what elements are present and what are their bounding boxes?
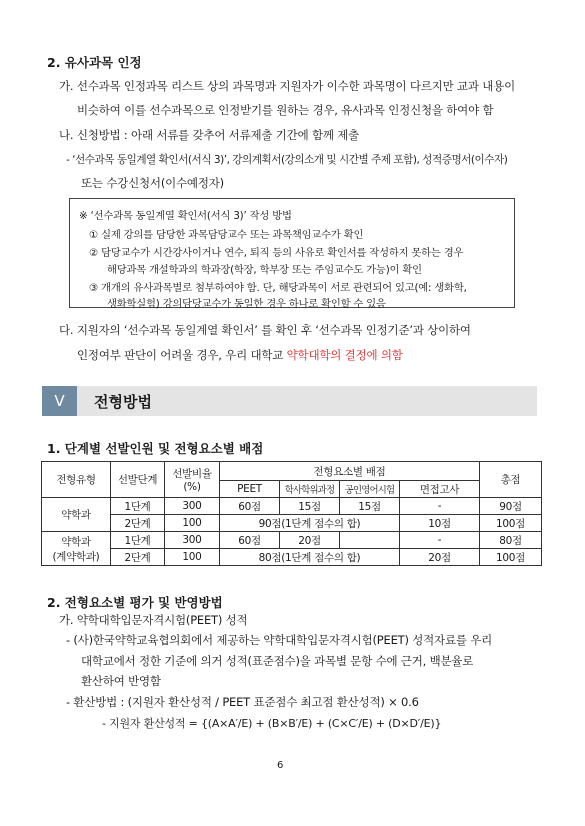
cell-type-line2: (계약학과) [52,550,100,563]
paragraph-da-line2 [77,347,403,363]
cell-interview: 10점 [400,515,480,532]
paragraph-na: 나. 신청방법 : 아래 서류를 갖추어 서류제출 기간에 함께 제출 [59,128,360,142]
note-box [69,198,515,308]
cell-type: 약학과 [42,498,111,532]
header-peet: PEET [220,481,280,498]
note-item-3: ③ 개개의 유사과목별로 첨부하여야 함. 단, 해당과목이 서로 관련되어 있고(예: 생화학, [89,282,467,294]
cell-ratio: 300 [165,532,220,549]
note-item-1: ① 실제 강의를 담당한 과목담당교수 또는 과목책임교수가 확인 [89,229,364,241]
section-heading-similar-course: 2. 유사과목 인정 [47,55,142,70]
cell-interview: - [400,498,480,515]
table-row [42,532,542,549]
allocation-table [41,461,542,566]
cell-peet: 60점 [220,498,280,515]
cell-english [340,532,400,549]
paragraph-peet: 가. 약학대학입문자격시험(PEET) 성적 [59,613,248,627]
header-interview: 면접고사 [400,481,480,498]
header-ratio-label: 선발비율 [172,468,212,480]
cell-stage: 1단계 [111,498,165,515]
table-row [42,549,542,566]
cell-stage: 2단계 [111,515,165,532]
section-number-badge: Ⅴ [42,386,77,416]
paragraph-da-text: 인정여부 판단이 어려울 경우, 우리 대학교 [77,348,287,362]
header-elements: 전형요소별 배점 [220,462,480,481]
table-header-row [42,462,542,481]
paragraph-dash-line1: - ‘선수과목 동일계열 확인서(서식 3)’, 강의계획서(강의소개 및 시간별 주제 포함), 성적증명서(이수자) [66,154,508,166]
cell-interview: 20점 [400,549,480,566]
cell-total: 90점 [480,498,542,515]
table-row [42,498,542,515]
note-item-2-cont: 해당과목 개설학과의 학과장(학장, 학부장 또는 주임교수도 가능)이 확인 [107,264,422,276]
paragraph-conversion-method: - 환산방법 : (지원자 환산성적 / PEET 표준점수 최고점 환산성적) × 0.6 [66,695,419,709]
paragraph-dash-line2: 또는 수강신청서(이수예정자) [81,176,224,190]
cell-type-line1: 약학과 [61,535,91,548]
cell-total: 100점 [480,515,542,532]
paragraph-conversion-formula: - 지원자 환산성적 = {(A×A′/E) + (B×B′/E) + (C×C′/E) + (D×D′/E)} [102,717,442,730]
cell-english: 15점 [340,498,400,515]
paragraph-peet-desc-line2: 대학교에서 정한 기준에 의거 성적(표준점수)을 과목별 문항 수에 근거, 백분율로 [81,654,474,668]
note-item-3-cont: 생화학실험) 강의담당교수가 동일한 경우 하나로 확인할 수 있음 [107,298,386,310]
cell-ratio: 100 [165,549,220,566]
cell-stage: 1단계 [111,532,165,549]
cell-type [42,532,111,566]
header-ratio-unit: (%) [183,481,201,493]
header-english: 공인영어시험 [340,481,400,498]
note-item-2: ② 담당교수가 시간강사이거나 연수, 퇴직 등의 사유로 확인서를 작성하지 못하는 경우 [89,247,464,259]
highlight-decision: 약학대학의 결정에 의함 [286,348,403,362]
cell-ratio: 300 [165,498,220,515]
subsection-heading-evaluation: 2. 전형요소별 평가 및 반영방법 [47,595,223,610]
paragraph-ga-line1: 가. 선수과목 인정과목 리스트 상의 과목명과 지원자가 이수한 과목명이 다르지만 교과 내용이 [59,79,516,93]
header-type: 전형유형 [42,462,111,498]
paragraph-peet-desc-line3: 환산하여 반영함 [81,674,161,688]
paragraph-ga-line2: 비슷하여 이를 선수과목으로 인정받기를 원하는 경우, 유사과목 인정신청을 하여야 함 [77,103,494,117]
cell-peet: 60점 [220,532,280,549]
subsection-heading-stage-allocation: 1. 단계별 선발인원 및 전형요소별 배점 [47,441,264,456]
cell-total: 100점 [480,549,542,566]
header-stage: 선발단계 [111,462,165,498]
header-gpa: 학사학위과정 [280,481,340,498]
header-ratio [165,462,220,498]
cell-merged-score: 90점(1단계 점수의 합) [220,515,400,532]
cell-ratio: 100 [165,515,220,532]
header-total: 총점 [480,462,542,498]
cell-gpa: 20점 [280,532,340,549]
page-number: 6 [277,760,284,771]
cell-stage: 2단계 [111,549,165,566]
cell-gpa: 15점 [280,498,340,515]
paragraph-peet-desc-line1: - (사)한국약학교육협의회에서 제공하는 약학대학입문자격시험(PEET) 성적자료를 우리 [66,633,493,647]
paragraph-da-line1: 다. 지원자의 ‘선수과목 동일계열 확인서’ 를 확인 후 ‘선수과목 인정기준’과 상이하여 [59,323,471,337]
cell-interview: - [400,532,480,549]
section-title: 전형방법 [94,393,152,411]
cell-total: 80점 [480,532,542,549]
cell-merged-score: 80점(1단계 점수의 합) [220,549,400,566]
note-title: ※ ‘선수과목 동일계열 확인서(서식 3)’ 작성 방법 [79,210,292,222]
table-row [42,515,542,532]
